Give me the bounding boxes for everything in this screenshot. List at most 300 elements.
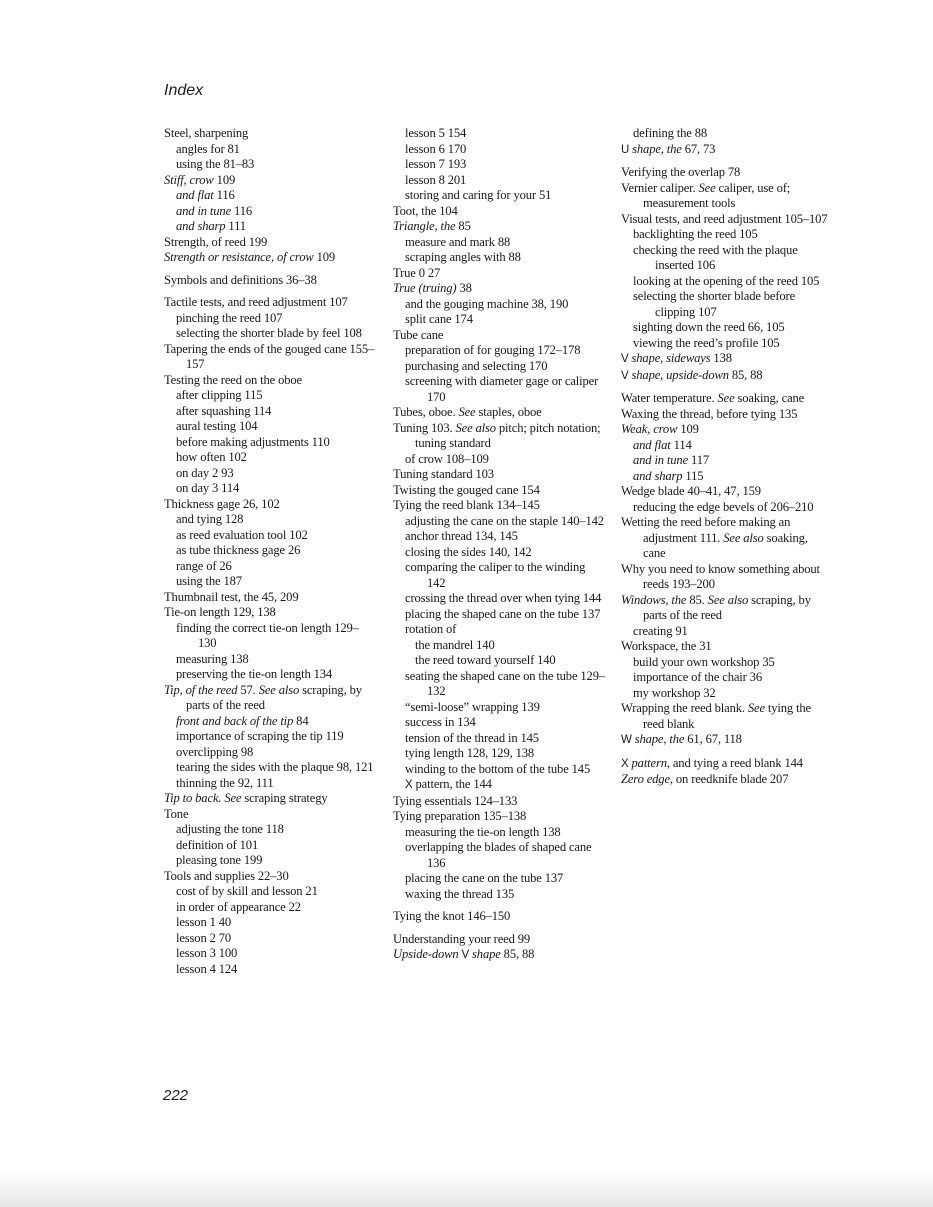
entry-text: Why you need to know something about reeds 193–200: [621, 561, 820, 591]
entry-text: range of 26: [176, 558, 232, 573]
entry-text: placing the cane on the tube 137: [405, 871, 564, 885]
entry-text: tension of the thread in 145: [405, 730, 539, 745]
entry-text: scraping, by parts of the reed: [643, 592, 811, 622]
entry-text: preserving the tie-on length 134: [176, 667, 333, 681]
index-subentry: [393, 777, 605, 794]
index-entry: [621, 772, 833, 788]
entry-text: V: [621, 353, 629, 365]
entry-text: Thickness gage 26, 102: [164, 496, 280, 511]
entry-text: checking the reed with the plaque inserted 106: [633, 242, 798, 272]
entry-text: Thumbnail test, the 45, 209: [164, 589, 299, 604]
index-subentry: [393, 825, 605, 841]
index-entry: [393, 281, 605, 297]
index-entry: [621, 422, 833, 438]
entry-text: staples, oboe: [475, 405, 542, 419]
index-entry: [393, 204, 605, 220]
entry-text: in order of appearance 22: [176, 899, 301, 914]
entry-text: rotation of: [405, 622, 457, 636]
index-subentry: [621, 227, 833, 243]
entry-text: lesson 6 170: [405, 141, 467, 156]
index-subentry: [164, 900, 376, 916]
entry-text: overclipping 98: [176, 744, 254, 759]
index-subentry: [164, 621, 376, 652]
index-subentry: [393, 871, 605, 887]
entry-text: Understanding your reed 99: [393, 931, 531, 946]
index-entry: [621, 212, 833, 228]
entry-text: W: [621, 734, 632, 746]
entry-text: Waxing the thread, before tying 135: [621, 406, 798, 421]
index-subentry: [393, 887, 605, 903]
entry-text: Verifying the overlap 78: [621, 165, 741, 179]
index-subentry: [164, 745, 376, 761]
index-subentry: [621, 500, 833, 516]
entry-text: True 0 27: [393, 265, 441, 280]
entry-text: 138: [710, 351, 732, 365]
index-subentry: [393, 715, 605, 731]
index-subentry: [621, 670, 833, 686]
index-subentry: [164, 435, 376, 451]
entry-text: and the gouging machine 38, 190: [405, 296, 569, 311]
entry-text: tearing the sides with the plaque 98, 121: [176, 760, 374, 774]
entry-text: as tube thickness gage 26: [176, 543, 301, 557]
index-entry: [621, 484, 833, 500]
entry-text: Steel, sharpening: [164, 126, 249, 140]
entry-text: lesson 5 154: [405, 126, 467, 140]
entry-text: after squashing 114: [176, 403, 272, 418]
index-entry: [164, 250, 376, 266]
entry-text: See also: [258, 682, 300, 697]
index-subentry: [164, 915, 376, 931]
index-subentry: [621, 126, 833, 142]
index-subentry: [164, 962, 376, 978]
entry-text: 116: [231, 203, 253, 218]
index-entry: [164, 683, 376, 714]
entry-text: 109: [213, 172, 236, 187]
index-subentry: [164, 188, 376, 204]
entry-text: of crow 108–109: [405, 451, 489, 466]
entry-text: soaking, cane: [643, 530, 808, 560]
entry-text: screening with diameter gage or caliper 170: [405, 374, 599, 404]
entry-text: Tactile tests, and reed adjustment 107: [164, 295, 348, 309]
entry-text: measure and mark 88: [405, 234, 511, 249]
index-entry: [393, 328, 605, 344]
index-subentry: [164, 419, 376, 435]
entry-text: Strength, of reed 199: [164, 234, 268, 249]
entry-text: purchasing and selecting 170: [405, 358, 548, 373]
entry-text: caliper, use of; measurement tools: [643, 180, 791, 210]
entry-text: seating the shaped cane on the tube 129–132: [405, 668, 605, 698]
index-entry: [621, 368, 833, 385]
index-subentry: [164, 822, 376, 838]
index-entry: [393, 932, 605, 948]
entry-text: 111: [225, 219, 246, 233]
entry-text: definition of 101: [176, 837, 259, 852]
index-subentry: [164, 311, 376, 327]
entry-text: soaking, cane: [734, 391, 805, 405]
entry-text: storing and caring for your 51: [405, 188, 552, 202]
entry-text: See: [698, 180, 716, 195]
index-subentry: [393, 173, 605, 189]
entry-text: Tapering the ends of the gouged cane 155–157: [164, 341, 375, 371]
entry-text: See: [717, 391, 735, 405]
index-entry: [164, 605, 376, 621]
index-subentry: [393, 746, 605, 762]
index-subentry: [621, 655, 833, 671]
entry-text: Toot, the 104: [393, 203, 458, 218]
entry-text: X: [405, 779, 413, 791]
page-number: 222: [163, 1087, 189, 1104]
entry-text: creating 91: [633, 623, 688, 638]
entry-text: looking at the opening of the reed 105: [633, 273, 820, 288]
entry-text: Testing the reed on the oboe: [164, 372, 302, 387]
entry-text: shape, the: [629, 141, 682, 156]
index-entry: [621, 351, 833, 368]
index-subentry: [393, 343, 605, 359]
index-entry: [393, 219, 605, 235]
index-subentry: [621, 289, 833, 320]
index-entry: [621, 701, 833, 732]
entry-text: tying the reed blank: [643, 701, 811, 731]
entry-text: Tuning standard 103: [393, 467, 494, 481]
index-subentry: [164, 853, 376, 869]
index-subentry: [164, 404, 376, 420]
index-subentry: [393, 235, 605, 251]
entry-text: build your own workshop 35: [633, 654, 775, 669]
entry-text: lesson 3 100: [176, 946, 238, 960]
index-subentry: [393, 312, 605, 328]
entry-text: Tying the reed blank 134–145: [393, 498, 540, 512]
index-entry: [621, 562, 833, 593]
index-subentry: [621, 274, 833, 290]
entry-text: Symbols and definitions 36–38: [164, 272, 317, 287]
index-subentry: [621, 320, 833, 336]
entry-text: using the 187: [176, 574, 242, 588]
entry-text: before making adjustments 110: [176, 434, 330, 449]
index-entry: [621, 391, 833, 407]
index-subentry: [621, 469, 833, 485]
entry-text: See also: [455, 420, 496, 435]
entry-text: closing the sides 140, 142: [405, 544, 532, 559]
entry-text: Workspace, the 31: [621, 639, 712, 653]
entry-text: , and tying a reed blank 144: [666, 755, 803, 770]
index-entry: [164, 791, 376, 807]
index-entry: [621, 732, 833, 749]
entry-text: pinching the reed 107: [176, 310, 283, 325]
entry-text: Tubes, oboe.: [393, 405, 459, 419]
entry-text: Tools and supplies 22–30: [164, 868, 289, 883]
index-subentry: [393, 545, 605, 561]
entry-text: pattern, the 144: [412, 777, 492, 791]
index-subentry: [393, 142, 605, 158]
index-entry: [164, 295, 376, 311]
entry-text: crossing the thread over when tying 144: [405, 591, 602, 605]
entry-text: 67, 73: [681, 141, 716, 156]
entry-text: viewing the reed’s profile 105: [633, 335, 780, 350]
index-entry: [164, 173, 376, 189]
entry-text: and sharp: [633, 468, 683, 483]
index-subentry: [393, 250, 605, 266]
entry-text: scraping strategy: [241, 791, 328, 805]
entry-text: Wrapping the reed blank.: [621, 701, 748, 715]
entry-text: comparing the caliper to the winding 142: [405, 560, 586, 590]
index-entry: [621, 639, 833, 655]
entry-text: Wetting the reed before making an adjustment 111.: [621, 515, 791, 545]
entry-text: 114: [670, 437, 692, 452]
entry-text: how often 102: [176, 450, 247, 464]
index-entry: [621, 515, 833, 562]
index-subentry: [393, 188, 605, 204]
index-subentry: [393, 297, 605, 313]
index-entry: [393, 498, 605, 514]
index-entry: [393, 794, 605, 810]
index-column-2: [393, 126, 605, 964]
index-entry: [164, 235, 376, 251]
index-subentry: [164, 714, 376, 730]
index-subentry: [393, 653, 605, 669]
entry-text: 57.: [237, 682, 259, 697]
entry-text: measuring 138: [176, 651, 249, 666]
entry-text: V: [461, 949, 470, 961]
entry-text: reducing the edge bevels of 206–210: [633, 499, 814, 514]
entry-text: True (truing): [393, 281, 457, 295]
index-subentry: [393, 157, 605, 173]
entry-text: Tying preparation 135–138: [393, 809, 527, 823]
entry-text: 109: [313, 250, 336, 264]
index-subentry: [164, 760, 376, 776]
index-subentry: [164, 219, 376, 235]
entry-text: adjusting the cane on the staple 140–142: [405, 513, 604, 528]
index-entry: [621, 407, 833, 423]
entry-text: shape, upside-down: [628, 367, 729, 382]
entry-text: Wedge blade 40–41, 47, 159: [621, 484, 761, 498]
index-subentry: [164, 466, 376, 482]
entry-text: after clipping 115: [176, 388, 263, 402]
index-subentry: [621, 624, 833, 640]
entry-text: selecting the shorter blade by feel 108: [176, 326, 362, 340]
index-subentry: [164, 729, 376, 745]
entry-text: 116: [213, 188, 235, 202]
index-entry: [621, 142, 833, 159]
index-subentry: [164, 388, 376, 404]
entry-text: 115: [682, 468, 704, 483]
entry-text: Tying the knot 146–150: [393, 909, 511, 923]
index-subentry: [393, 669, 605, 700]
index-subentry: [393, 638, 605, 654]
index-column-1: [164, 126, 376, 977]
index-entry: [164, 497, 376, 513]
index-entry: [393, 809, 605, 825]
entry-text: Tip to back. See: [164, 791, 242, 805]
entry-text: my workshop 32: [633, 685, 716, 700]
entry-text: split cane 174: [405, 312, 473, 326]
entry-text: measuring the tie-on length 138: [405, 824, 561, 839]
entry-text: front and back of the tip: [176, 713, 294, 728]
entry-text: shape, sideways: [628, 351, 711, 365]
index-entry: [393, 421, 605, 452]
entry-text: adjusting the tone 118: [176, 822, 284, 836]
entry-text: Weak, crow: [621, 422, 678, 436]
entry-text: Tie-on length 129, 138: [164, 605, 276, 619]
entry-text: pitch; pitch notation; tuning standard: [415, 420, 601, 450]
entry-text: Tip, of the reed: [164, 682, 238, 697]
index-subentry: [393, 840, 605, 871]
index-entry: [621, 756, 833, 773]
index-entry: [621, 165, 833, 181]
index-subentry: [393, 622, 605, 638]
entry-text: aural testing 104: [176, 419, 258, 433]
index-entry: [164, 342, 376, 373]
index-entry: [621, 181, 833, 212]
index-subentry: [393, 374, 605, 405]
entry-text: placing the shaped cane on the tube 137: [405, 606, 601, 621]
entry-text: See also: [707, 592, 749, 607]
index-subentry: [393, 529, 605, 545]
index-entry: [393, 467, 605, 483]
entry-text: Stiff, crow: [164, 172, 214, 187]
entry-text: as reed evaluation tool 102: [176, 527, 308, 542]
index-subentry: [393, 452, 605, 468]
entry-text: Vernier caliper.: [621, 180, 699, 195]
index-entry: [164, 590, 376, 606]
entry-text: Upside-down: [393, 947, 462, 961]
index-entry: [164, 273, 376, 289]
index-column-3: [621, 126, 833, 788]
entry-text: lesson 4 124: [176, 961, 238, 976]
index-entry: [164, 869, 376, 885]
entry-text: success in 134: [405, 715, 476, 729]
entry-text: Twisting the gouged cane 154: [393, 482, 540, 497]
entry-text: and flat: [176, 188, 214, 202]
index-subentry: [393, 359, 605, 375]
entry-text: defining the 88: [633, 126, 707, 140]
entry-text: Visual tests, and reed adjustment 105–107: [621, 211, 828, 226]
index-subentry: [164, 884, 376, 900]
entry-text: 84: [293, 713, 309, 728]
index-subentry: [164, 574, 376, 590]
index-subentry: [393, 762, 605, 778]
index-entry: [393, 947, 605, 964]
index-entry: [164, 373, 376, 389]
entry-text: Zero edge: [621, 772, 670, 786]
entry-text: backlighting the reed 105: [633, 227, 758, 241]
index-subentry: [621, 438, 833, 454]
entry-text: cost of by skill and lesson 21: [176, 884, 318, 898]
entry-text: finding the correct tie-on length 129–130: [176, 620, 359, 650]
index-entry: [393, 909, 605, 925]
index-subentry: [393, 126, 605, 142]
index-subentry: [164, 326, 376, 342]
index-subentry: [164, 512, 376, 528]
entry-text: pattern: [628, 755, 667, 770]
entry-text: pleasing tone 199: [176, 853, 263, 867]
running-head: Index: [164, 82, 204, 99]
index-subentry: [621, 453, 833, 469]
entry-text: Strength or resistance, of crow: [164, 250, 314, 264]
index-subentry: [164, 946, 376, 962]
index-entry: [393, 405, 605, 421]
entry-text: 85, 88: [728, 367, 763, 382]
entry-text: 38: [456, 281, 472, 295]
entry-text: lesson 8 201: [405, 172, 467, 187]
index-entry: [393, 483, 605, 499]
entry-text: and flat: [633, 437, 671, 452]
entry-text: selecting the shorter blade before clipping 107: [633, 289, 796, 319]
index-subentry: [164, 450, 376, 466]
index-subentry: [393, 700, 605, 716]
entry-text: Triangle, the: [393, 219, 456, 233]
entry-text: preparation of for gouging 172–178: [405, 343, 581, 357]
index-subentry: [621, 243, 833, 274]
entry-text: “semi-loose” wrapping 139: [405, 699, 540, 714]
entry-text: overlapping the blades of shaped cane 136: [405, 840, 592, 870]
entry-text: 109: [677, 422, 699, 436]
entry-text: 85, 88: [500, 947, 535, 961]
entry-text: Tone: [164, 806, 189, 821]
index-subentry: [164, 142, 376, 158]
entry-text: X: [621, 757, 629, 770]
entry-text: 85: [455, 219, 471, 233]
entry-text: and tying 128: [176, 512, 244, 526]
entry-text: importance of the chair 36: [633, 670, 762, 684]
index-subentry: [164, 481, 376, 497]
entry-text: Windows, the: [621, 592, 687, 607]
entry-text: Tuning 103.: [393, 420, 456, 435]
entry-text: Tube cane: [393, 327, 444, 342]
index-entry: [164, 807, 376, 823]
entry-text: angles for 81: [176, 141, 240, 156]
page-bottom-shadow: [0, 1171, 933, 1207]
entry-text: lesson 2 70: [176, 930, 232, 945]
index-subentry: [164, 776, 376, 792]
entry-text: the mandrel 140: [415, 637, 495, 652]
entry-text: thinning the 92, 111: [176, 775, 274, 790]
entry-text: on day 3 114: [176, 481, 240, 495]
index-subentry: [164, 931, 376, 947]
entry-text: 117: [688, 453, 710, 467]
index-subentry: [164, 204, 376, 220]
index-subentry: [164, 838, 376, 854]
entry-text: See: [747, 701, 765, 715]
entry-text: scraping angles with 88: [405, 250, 521, 264]
index-subentry: [393, 591, 605, 607]
index-entry: [621, 593, 833, 624]
index-entry: [393, 266, 605, 282]
index-subentry: [621, 336, 833, 352]
entry-text: on day 2 93: [176, 465, 234, 480]
index-subentry: [393, 514, 605, 530]
entry-text: shape: [469, 947, 501, 961]
entry-text: scraping, by parts of the reed: [186, 682, 362, 712]
index-subentry: [164, 543, 376, 559]
index-entry: [164, 126, 376, 142]
entry-text: 85.: [686, 592, 708, 607]
entry-text: lesson 1 40: [176, 915, 232, 929]
entry-text: waxing the thread 135: [405, 886, 515, 901]
entry-text: tying length 128, 129, 138: [405, 746, 535, 760]
entry-text: Water temperature.: [621, 391, 718, 405]
entry-text: shape, the: [631, 732, 685, 746]
entry-text: and in tune: [176, 203, 232, 218]
entry-text: V: [621, 369, 629, 382]
entry-text: using the 81–83: [176, 157, 255, 171]
index-subentry: [164, 528, 376, 544]
index-subentry: [393, 731, 605, 747]
index-subentry: [621, 686, 833, 702]
entry-text: and in tune: [633, 453, 689, 467]
entry-text: winding to the bottom of the tube 145: [405, 761, 591, 776]
entry-text: See: [458, 405, 476, 419]
index-subentry: [164, 667, 376, 683]
